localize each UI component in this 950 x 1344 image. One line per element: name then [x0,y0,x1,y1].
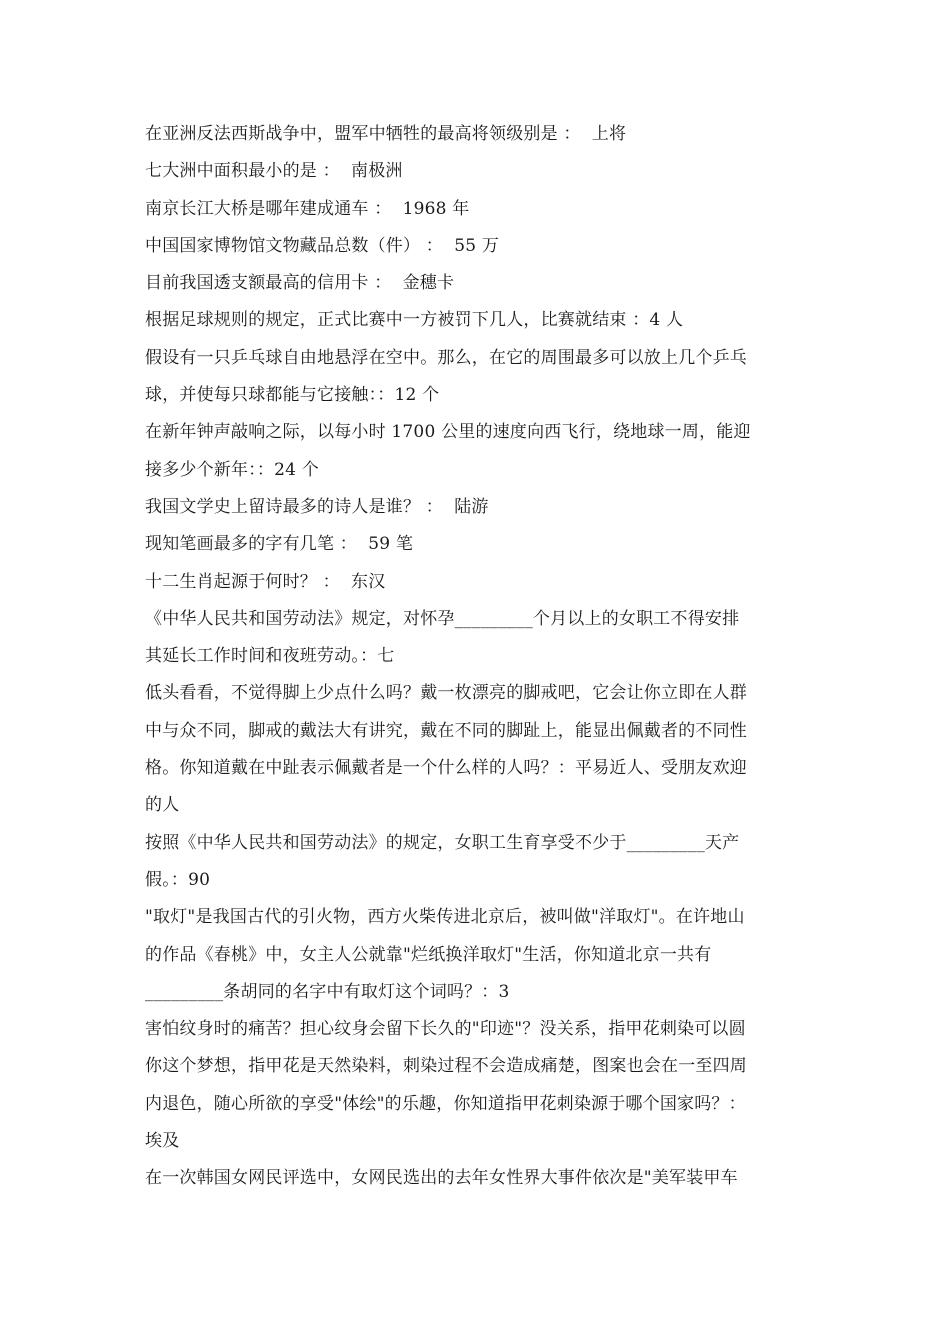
text-line: 的作品《春桃》中，女主人公就靠"烂纸换洋取灯"生活，你知道北京一共有 [145,944,712,965]
document-body [145,116,810,1198]
text-line: 根据足球规则的规定，正式比赛中一方被罚下几人，比赛就结束 ：4 人 [145,310,684,331]
text-line: 在亚洲反法西斯战争中，盟军中牺牲的最高将领级别是 ： 上将 [145,124,627,144]
text-line: 接多少个新年：：24 个 [145,459,319,480]
text-line: 你这个梦想，指甲花是天然染料，刺染过程不会造成痛楚，图案也会在一至四周 [145,1056,747,1077]
text-line: 《中华人民共和国劳动法》规定，对怀孕_________个月以上的女职工不得安排 [145,608,740,629]
text-line: 我国文学史上留诗最多的诗人是谁？ ： 陆游 [145,496,489,517]
text-line: 其延长工作时间和夜班劳动。：七 [145,646,395,667]
text-line: 南京长江大桥是哪年建成通车 ： 1968 年 [145,198,470,219]
text-line: 目前我国透支额最高的信用卡 ： 金穗卡 [145,273,455,294]
text-line: 球，并使每只球都能与它接触：：12 个 [145,385,440,406]
text-line: 害怕纹身时的痛苦？担心纹身会留下长久的"印迹"？没关系，指甲花刺染可以圆 [145,1019,746,1040]
text-line: 现知笔画最多的字有几笔 ： 59 笔 [145,534,414,555]
text-line: 假。：90 [145,869,211,890]
text-line: "取灯"是我国古代的引火物，西方火柴传进北京后，被叫做"洋取灯"。在许地山 [145,907,745,928]
text-line: 格。你知道戴在中趾表示佩戴者是一个什么样的人吗？：平易近人、受朋友欢迎 [145,758,747,779]
text-line: 七大洲中面积最小的是 ： 南极洲 [145,161,403,182]
text-line: 内退色，随心所欲的享受"体绘"的乐趣，你知道指甲花刺染源于哪个国家吗？： [145,1093,746,1114]
text-line: 在一次韩国女网民评选中，女网民选出的去年女性界大事件依次是"美军装甲车 [145,1168,738,1189]
text-line: 中与众不同，脚戒的戴法大有讲究，戴在不同的脚趾上，能显出佩戴者的不同性 [145,720,747,741]
text-line: 在新年钟声敲响之际，以每小时 1700 公里的速度向西飞行，绕地球一周，能迎 [145,422,751,443]
text-line: 十二生肖起源于何时？ ： 东汉 [145,571,386,592]
text-line: 埃及 [145,1131,180,1152]
text-line: 假设有一只乒乓球自由地悬浮在空中。那么，在它的周围最多可以放上几个乒乓 [145,347,747,368]
text-line: 按照《中华人民共和国劳动法》的规定，女职工生育享受不少于_________天产 [145,832,740,853]
text-line: 低头看看，不觉得脚上少点什么吗？戴一枚漂亮的脚戒吧，它会让你立即在人群 [145,683,747,704]
text-line: 中国国家博物馆文物藏品总数（件） ： 55 万 [145,235,500,256]
text-line: _________条胡同的名字中有取灯这个词吗？：3 [145,981,510,1002]
text-line: 的人 [145,795,180,816]
